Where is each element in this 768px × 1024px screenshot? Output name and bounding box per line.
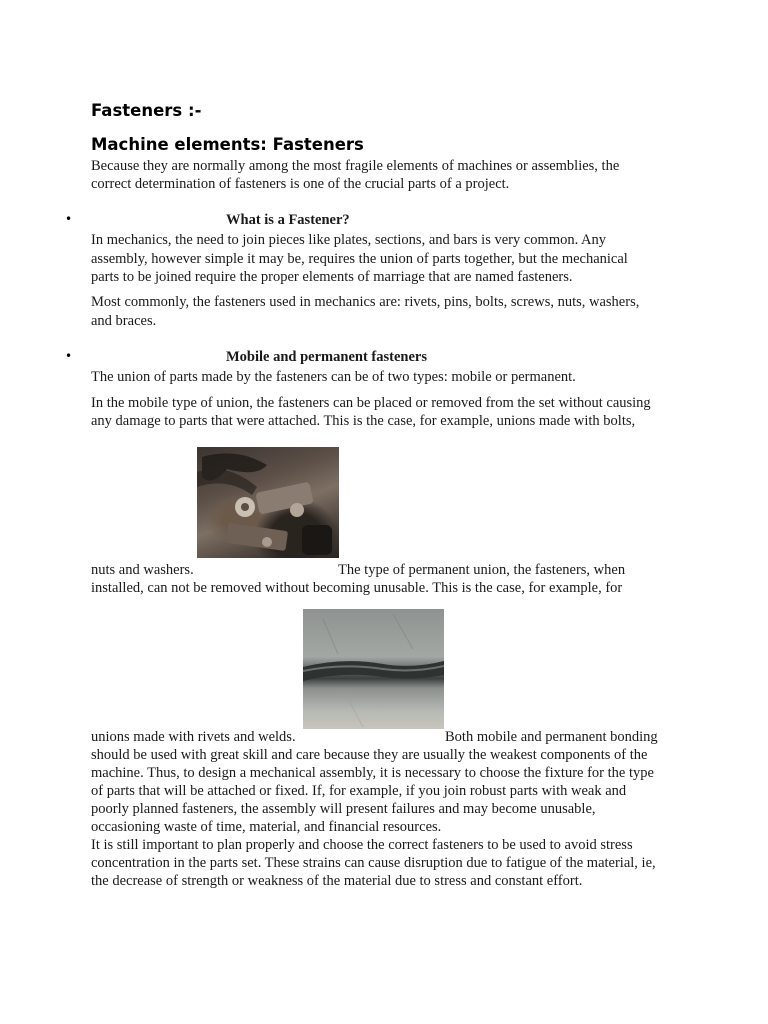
bolts-nuts-photo	[197, 447, 339, 558]
weld-photo	[303, 609, 444, 729]
paragraph-line: unions made with rivets and welds.	[91, 729, 296, 745]
paragraph-line: Most commonly, the fasteners used in mechanics are: rivets, pins, bolts, screws, nuts, washers,	[91, 294, 640, 310]
paragraph-line: Both mobile and permanent bonding	[445, 729, 658, 745]
bullet-heading: Mobile and permanent fasteners	[226, 349, 427, 365]
intro-line: Because they are normally among the most fragile elements of machines or assemblies, the	[91, 158, 620, 174]
intro-line: correct determination of fasteners is one of the crucial parts of a project.	[91, 176, 510, 192]
paragraph-line: concentration in the parts set. These strains can cause disruption due to fatigue of the material, ie,	[91, 855, 656, 871]
paragraph-line: the decrease of strength or weakness of the material due to stress and constant effort.	[91, 873, 583, 889]
paragraph-line: The union of parts made by the fasteners can be of two types: mobile or permanent.	[91, 369, 576, 385]
paragraph-line: assembly, however simple it may be, requires the union of parts together, but the mechanical	[91, 251, 628, 267]
bolts-nuts-illustration	[197, 447, 339, 558]
section-title: Machine elements: Fasteners	[91, 135, 364, 154]
paragraph-line: installed, can not be removed without becoming unusable. This is the case, for example, for	[91, 580, 623, 596]
paragraph-line: It is still important to plan properly and choose the correct fasteners to be used to avoid stress	[91, 837, 633, 853]
bullet-icon: •	[65, 212, 73, 226]
paragraph-line: nuts and washers.	[91, 562, 194, 578]
paragraph-line: any damage to parts that were attached. This is the case, for example, unions made with bolts,	[91, 413, 636, 429]
paragraph-line: occasioning waste of time, material, and financial resources.	[91, 819, 442, 835]
paragraph-line: In mechanics, the need to join pieces like plates, sections, and bars is very common. Any	[91, 232, 607, 248]
paragraph-line: should be used with great skill and care because they are usually the weakest components of the	[91, 747, 648, 763]
weld-seam-illustration	[303, 609, 444, 729]
paragraph-line: of parts that will be attached or fixed. If, for example, if you join robust parts with weak and	[91, 783, 627, 799]
bullet-heading: What is a Fastener?	[226, 212, 350, 228]
bullet-icon: •	[65, 349, 73, 363]
paragraph-line: In the mobile type of union, the fasteners can be placed or removed from the set without causing	[91, 395, 651, 411]
page-title: Fasteners :-	[91, 101, 202, 120]
paragraph-line: parts to be joined require the proper elements of marriage that are named fasteners.	[91, 269, 573, 285]
paragraph-line: machine. Thus, to design a mechanical assembly, it is necessary to choose the fixture for the type	[91, 765, 654, 781]
paragraph-line: The type of permanent union, the fasteners, when	[338, 562, 626, 578]
paragraph-line: poorly planned fasteners, the assembly will present failures and may become unusable,	[91, 801, 596, 817]
paragraph-line: and braces.	[91, 313, 157, 329]
